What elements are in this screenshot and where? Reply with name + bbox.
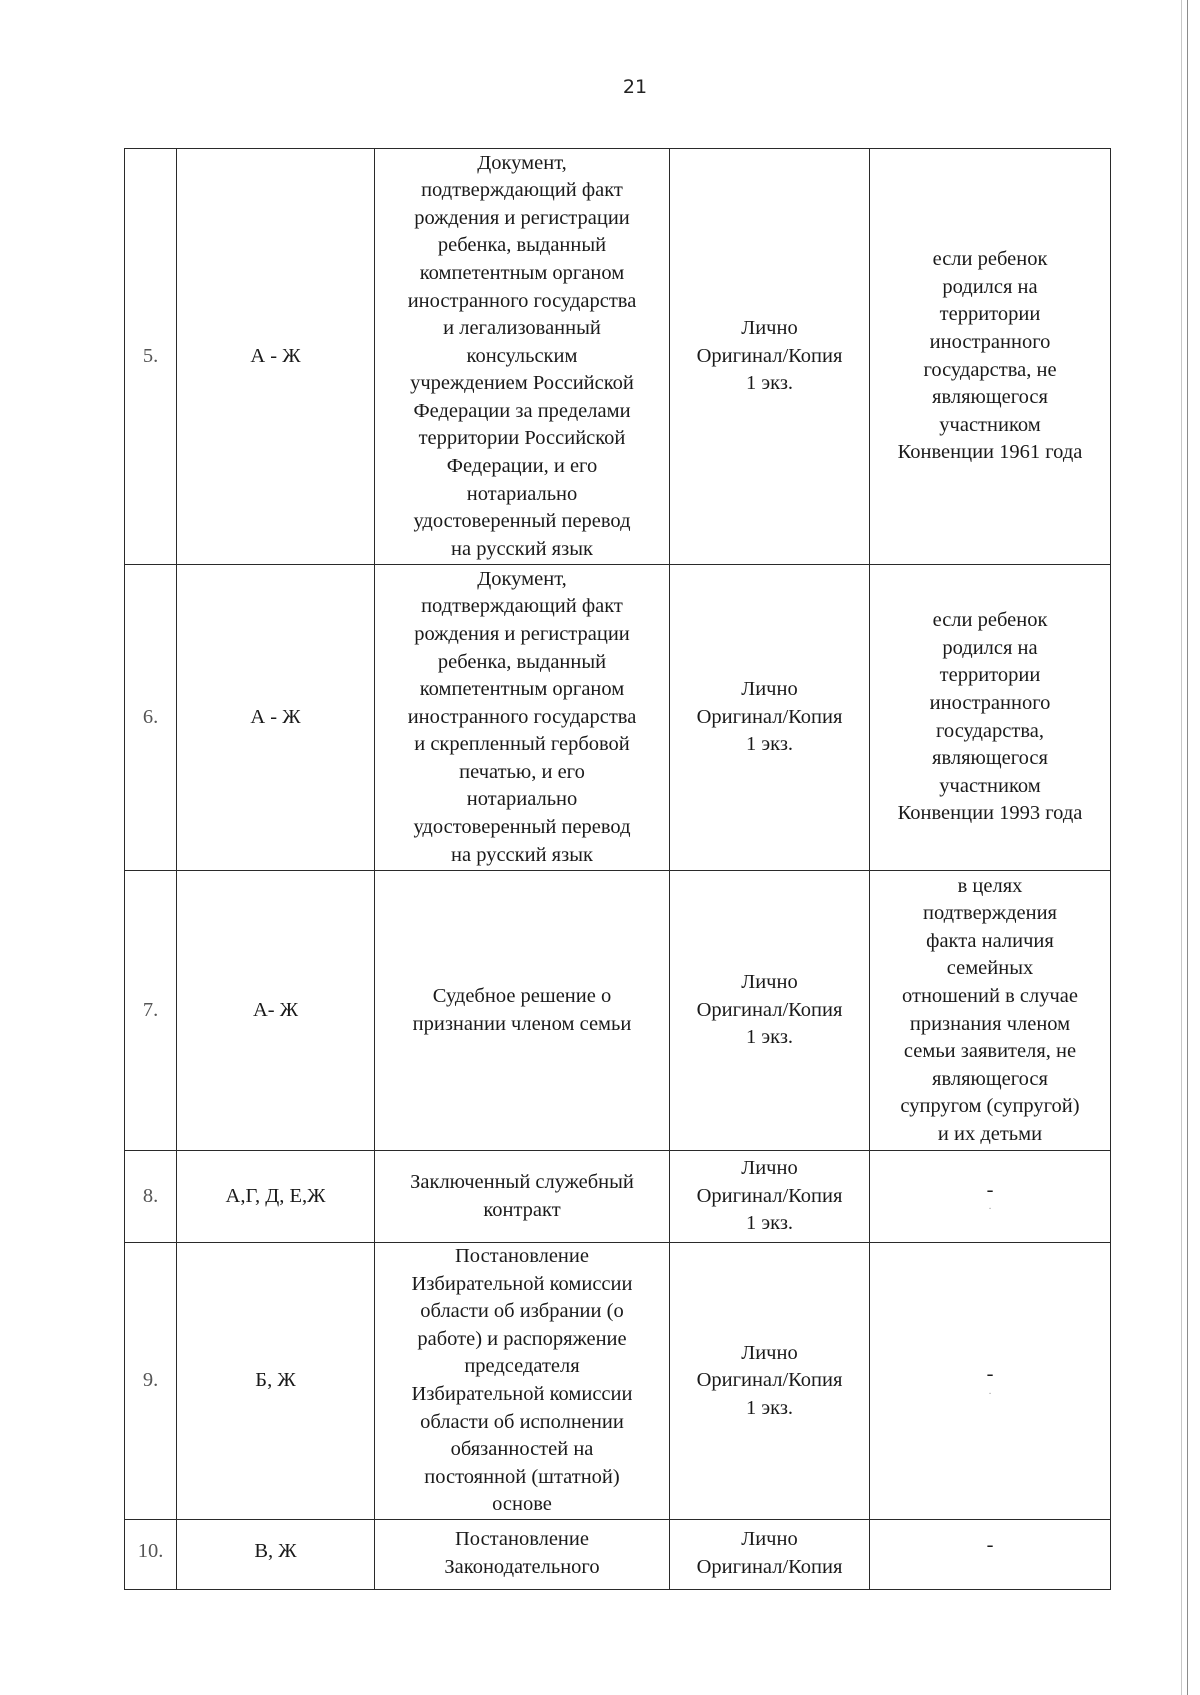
dash-sub-mark: · [988,1204,992,1216]
applicant-categories: Б, Ж [177,1243,375,1520]
row-number: 5. [125,149,177,565]
submission-condition: в целях подтверждения факта наличия семейных отношений в случае признания членом семьи заявителя, не являющегося супругом (супругой) и их детьми [870,871,1111,1151]
document-name: Заключенный служебный контракт [375,1151,670,1243]
submission-method: Лично Оригинал/Копия 1 экз. [670,1151,870,1243]
submission-condition [870,1151,1111,1243]
row-number: 8. [125,1151,177,1243]
dash-mark: - [986,1363,994,1386]
submission-method: Лично Оригинал/Копия [670,1519,870,1589]
applicant-categories: А,Г, Д, Е,Ж [177,1151,375,1243]
submission-condition: если ребенок родился на территории иностранного государства, не являющегося участником Конвенции 1961 года [870,149,1111,565]
table-row [125,871,1111,1151]
submission-condition: - [870,1519,1111,1589]
submission-method: Лично Оригинал/Копия 1 экз. [670,149,870,565]
table-row [125,1243,1111,1520]
document-name: Судебное решение о признании членом семьи [375,871,670,1151]
page-edge-line-inner [1181,0,1182,1695]
row-number: 9. [125,1243,177,1520]
row-number: 10. [125,1519,177,1589]
applicant-categories: А- Ж [177,871,375,1151]
submission-method: Лично Оригинал/Копия 1 экз. [670,871,870,1151]
document-name: Постановление Избирательной комиссии области об избрании (о работе) и распоряжение председателя Избирательной комиссии области об исполнении обязанностей на постоянной (штатной) основе [375,1243,670,1520]
documents-table [124,148,1111,1590]
document-name: Постановление Законодательного [375,1519,670,1589]
submission-method: Лично Оригинал/Копия 1 экз. [670,1243,870,1520]
document-name: Документ, подтверждающий факт рождения и регистрации ребенка, выданный компетентным органом иностранного государства и скрепленный гербовой печатью, и его нотариально удостоверенный перевод на русский язык [375,565,670,871]
applicant-categories: А - Ж [177,565,375,871]
submission-condition: если ребенок родился на территории иностранного государства, являющегося участником Конвенции 1993 года [870,565,1111,871]
table-row [125,1151,1111,1243]
row-number: 6. [125,565,177,871]
dash-mark: - [986,1178,994,1201]
page-number: 21 [622,76,648,98]
row-number: 7. [125,871,177,1151]
table-row [125,1519,1111,1589]
dash-sub-mark: · [988,1388,992,1400]
applicant-categories: В, Ж [177,1519,375,1589]
document-name: Документ, подтверждающий факт рождения и регистрации ребенка, выданный компетентным органом иностранного государства и легализованный консульским учреждением Российской Федерации за пределами территории Российской Федерации, и его нотариально удостоверенный перевод на русский язык [375,149,670,565]
table-row [125,149,1111,565]
submission-condition [870,1243,1111,1520]
table-row [125,565,1111,871]
submission-method: Лично Оригинал/Копия 1 экз. [670,565,870,871]
applicant-categories: А - Ж [177,149,375,565]
page-edge-line [1187,0,1188,1695]
